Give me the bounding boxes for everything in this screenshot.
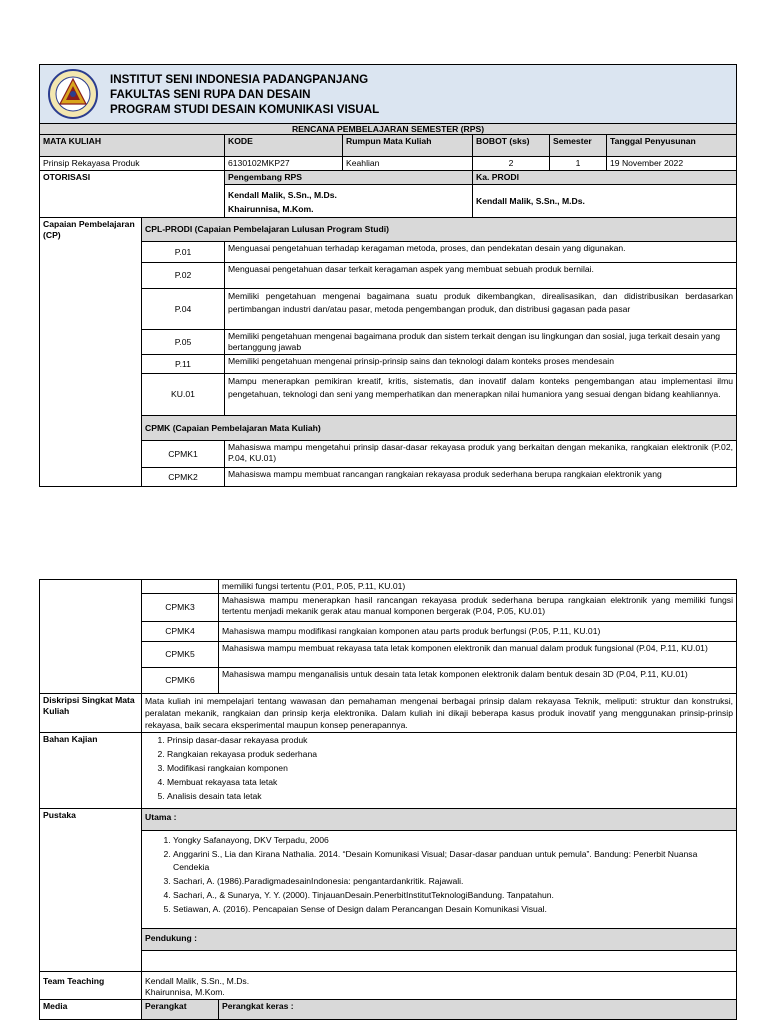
col-bobot: BOBOT (sks) <box>473 135 550 157</box>
team-member: Khairunnisa, M.Kom. <box>145 987 225 997</box>
cpl-text: Menguasai pengetahuan terhadap keragaman metoda, proses, dan pendekatan desain yang digunakan. <box>225 242 737 263</box>
cpmk-code: CPMK5 <box>142 642 219 668</box>
cpl-text: Memiliki pengetahuan mengenai bagaimana produk dan sistem terkait dengan isu lingkungan dan sosial, juga terkait desain yang bertanggung jawab <box>225 330 737 355</box>
list-item: 3. Modifikasi rangkaian komponen <box>167 762 733 775</box>
col-tanggal: Tanggal Penyusunan <box>607 135 737 157</box>
team-member: Kendall Malik, S.Sn., M.Ds. <box>145 976 250 986</box>
pendukung-label: Pendukung : <box>142 929 737 951</box>
otorisasi-label: OTORISASI <box>40 171 225 218</box>
cpl-code: P.11 <box>142 355 225 374</box>
pengembang-1: Kendall Malik, S.Sn., M.Ds. <box>228 190 337 200</box>
cpmk-code: CPMK1 <box>142 441 225 468</box>
col-kode: KODE <box>225 135 343 157</box>
pustaka-label: Pustaka <box>40 809 142 972</box>
rps-table-page-1 <box>39 64 737 487</box>
pendukung-content <box>142 951 737 972</box>
cpl-code: KU.01 <box>142 374 225 416</box>
bahan-content <box>142 733 737 809</box>
cpmk-title: CPMK (Capaian Pembelajaran Mata Kuliah) <box>142 416 737 441</box>
team-members <box>142 972 737 1000</box>
perangkat-keras-label: Perangkat keras : <box>219 1000 737 1020</box>
cpmk-code-empty <box>142 580 219 594</box>
utama-content <box>142 831 737 929</box>
col-mata-kuliah: MATA KULIAH <box>40 135 225 157</box>
cpl-code: P.02 <box>142 263 225 289</box>
cpmk-code: CPMK4 <box>142 622 219 642</box>
cpmk-text: Mahasiswa mampu menganalisis untuk desain tata letak komponen elektronik dalam bentuk desain 3D (P.04, P.11, KU.01) <box>219 668 737 694</box>
cpl-code: P.05 <box>142 330 225 355</box>
cp-label: Capaian Pembelajaran (CP) <box>40 218 142 487</box>
course-bobot: 2 <box>473 157 550 171</box>
cpmk2-continuation: memiliki fungsi tertentu (P.01, P.05, P.11, KU.01) <box>219 580 737 594</box>
cpl-code: P.01 <box>142 242 225 263</box>
list-item: 5. Setiawan, A. (2016). Pencapaian Sense of Design dalam Perancangan Desain Komunikasi Visual. <box>173 903 733 916</box>
list-item: 1. Yongky Safanayong, DKV Terpadu, 2006 <box>173 834 733 847</box>
list-item: 4. Sachari, A., & Sunarya, Y. Y. (2000). TinjauanDesain.PenerbitInstitutTeknologiBandung. Tanpatahun. <box>173 889 733 902</box>
cpmk-code: CPMK3 <box>142 594 219 622</box>
institution-header <box>40 65 737 124</box>
course-rumpun: Keahlian <box>343 157 473 171</box>
cpl-text: Menguasai pengetahuan dasar terkait keragaman aspek yang membuat sebuah produk bernilai. <box>225 263 737 289</box>
media-label: Media <box>40 1000 142 1020</box>
cpl-title: CPL-PRODI (Capaian Pembelajaran Lulusan Program Studi) <box>142 218 737 242</box>
pengembang-label: Pengembang RPS <box>225 171 473 185</box>
utama-label: Utama : <box>142 809 737 831</box>
col-semester: Semester <box>550 135 607 157</box>
kaprodi-name: Kendall Malik, S.Sn., M.Ds. <box>473 185 737 218</box>
cpmk-code: CPMK2 <box>142 468 225 487</box>
list-item: 4. Membuat rekayasa tata letak <box>167 776 733 789</box>
list-item: 3. Sachari, A. (1986).ParadigmadesainIndonesia: pengantardankritik. Rajawali. <box>173 875 733 888</box>
institution-name: INSTITUT SENI INDONESIA PADANGPANJANG <box>110 73 369 86</box>
list-item: 1. Prinsip dasar-dasar rekayasa produk <box>167 734 733 747</box>
cp-label-continued <box>40 580 142 694</box>
cpl-text: Mampu menerapkan pemikiran kreatif, kritis, sistematis, dan inovatif dalam konteks pengembangan atau implementasi ilmu pengetahuan, teknologi dan seni yang memperhatikan dan menerapkan nilai humaniora yang sesuai dengan bidang keahliannya. <box>225 374 737 416</box>
cpmk-text: Mahasiswa mampu membuat rancangan rangkaian rekayasa produk sederhana berupa rangkaian elektronik yang <box>225 468 737 487</box>
cpmk-text: Mahasiswa mampu modifikasi rangkaian komponen atau parts produk berfungsi (P.05, P.11, KU.01) <box>219 622 737 642</box>
deskripsi-label: Diskripsi Singkat Mata Kuliah <box>40 694 142 733</box>
kaprodi-label: Ka. PRODI <box>473 171 737 185</box>
pengembang-names <box>225 185 473 218</box>
cpl-text: Memiliki pengetahuan mengenai prinsip-prinsip sains dan teknologi dalam konteks proses mendesain <box>225 355 737 374</box>
faculty-name: FAKULTAS SENI RUPA DAN DESAIN <box>110 88 311 101</box>
cpl-code: P.04 <box>142 289 225 330</box>
pengembang-2: Khairunnisa, M.Kom. <box>228 204 314 214</box>
cpmk-text: Mahasiswa mampu menerapkan hasil rancangan rekayasa produk sederhana berupa rangkaian elektronik yang memiliki fungsi tertentu menjadi mekanik gerak atau manual komponen bergerak (P.04, P.05, KU.01) <box>219 594 737 622</box>
perangkat-label: Perangkat <box>142 1000 219 1020</box>
cpl-text: Memiliki pengetahuan mengenai bagaimana suatu produk dikembangkan, direalisasikan, dan didistribusikan berdasarkan pertimbangan industri dan/atau pasar, metoda pengembangan produk, dan distribusi gagasan pada pasar <box>225 289 737 330</box>
deskripsi-text: Mata kuliah ini mempelajari tentang wawasan dan pemahaman mengenai berbagai prinsip dalam rekayasa Teknik, meliputi: struktur dan konstruksi, peralatan mekanik, rangkaian dan prinsip kerja elektronika. Dalam kuliah ini dikaji beberapa kasus produk inovatif yang menggunakan prinsip-prinsip rekayasa, baik secara eksperimental maupun konsep penerapannya. <box>142 694 737 733</box>
program-name: PROGRAM STUDI DESAIN KOMUNIKASI VISUAL <box>110 103 380 116</box>
document-title: RENCANA PEMBELAJARAN SEMESTER (RPS) <box>40 124 737 135</box>
course-tanggal: 19 November 2022 <box>607 157 737 171</box>
cpmk-code: CPMK6 <box>142 668 219 694</box>
rps-table-page-2 <box>39 579 737 1020</box>
col-rumpun: Rumpun Mata Kuliah <box>343 135 473 157</box>
cpmk-text: Mahasiswa mampu mengetahui prinsip dasar-dasar rekayasa produk yang berkaitan dengan mekanika, rangkaian elektronik (P.02, P.04, KU.01) <box>225 441 737 468</box>
bahan-label: Bahan Kajian <box>40 733 142 809</box>
list-item: 5. Analisis desain tata letak <box>167 790 733 803</box>
course-code: 6130102MKP27 <box>225 157 343 171</box>
list-item: 2. Rangkaian rekayasa produk sederhana <box>167 748 733 761</box>
course-semester: 1 <box>550 157 607 171</box>
bahan-list <box>145 734 733 803</box>
list-item: 2. Anggarini S., Lia dan Kirana Nathalia. 2014. “Desain Komunikasi Visual; Dasar-dasar panduan untuk pemula”. Bandung: Penerbit Nuansa Cendekia <box>173 848 733 874</box>
team-label: Team Teaching <box>40 972 142 1000</box>
cpmk-text: Mahasiswa mampu membuat rekayasa tata letak komponen elektronik dan manual dalam produk fungsional (P.04, P.11, KU.01) <box>219 642 737 668</box>
utama-list <box>145 834 733 916</box>
institution-logo <box>46 68 100 120</box>
course-name: Prinsip Rekayasa Produk <box>40 157 225 171</box>
